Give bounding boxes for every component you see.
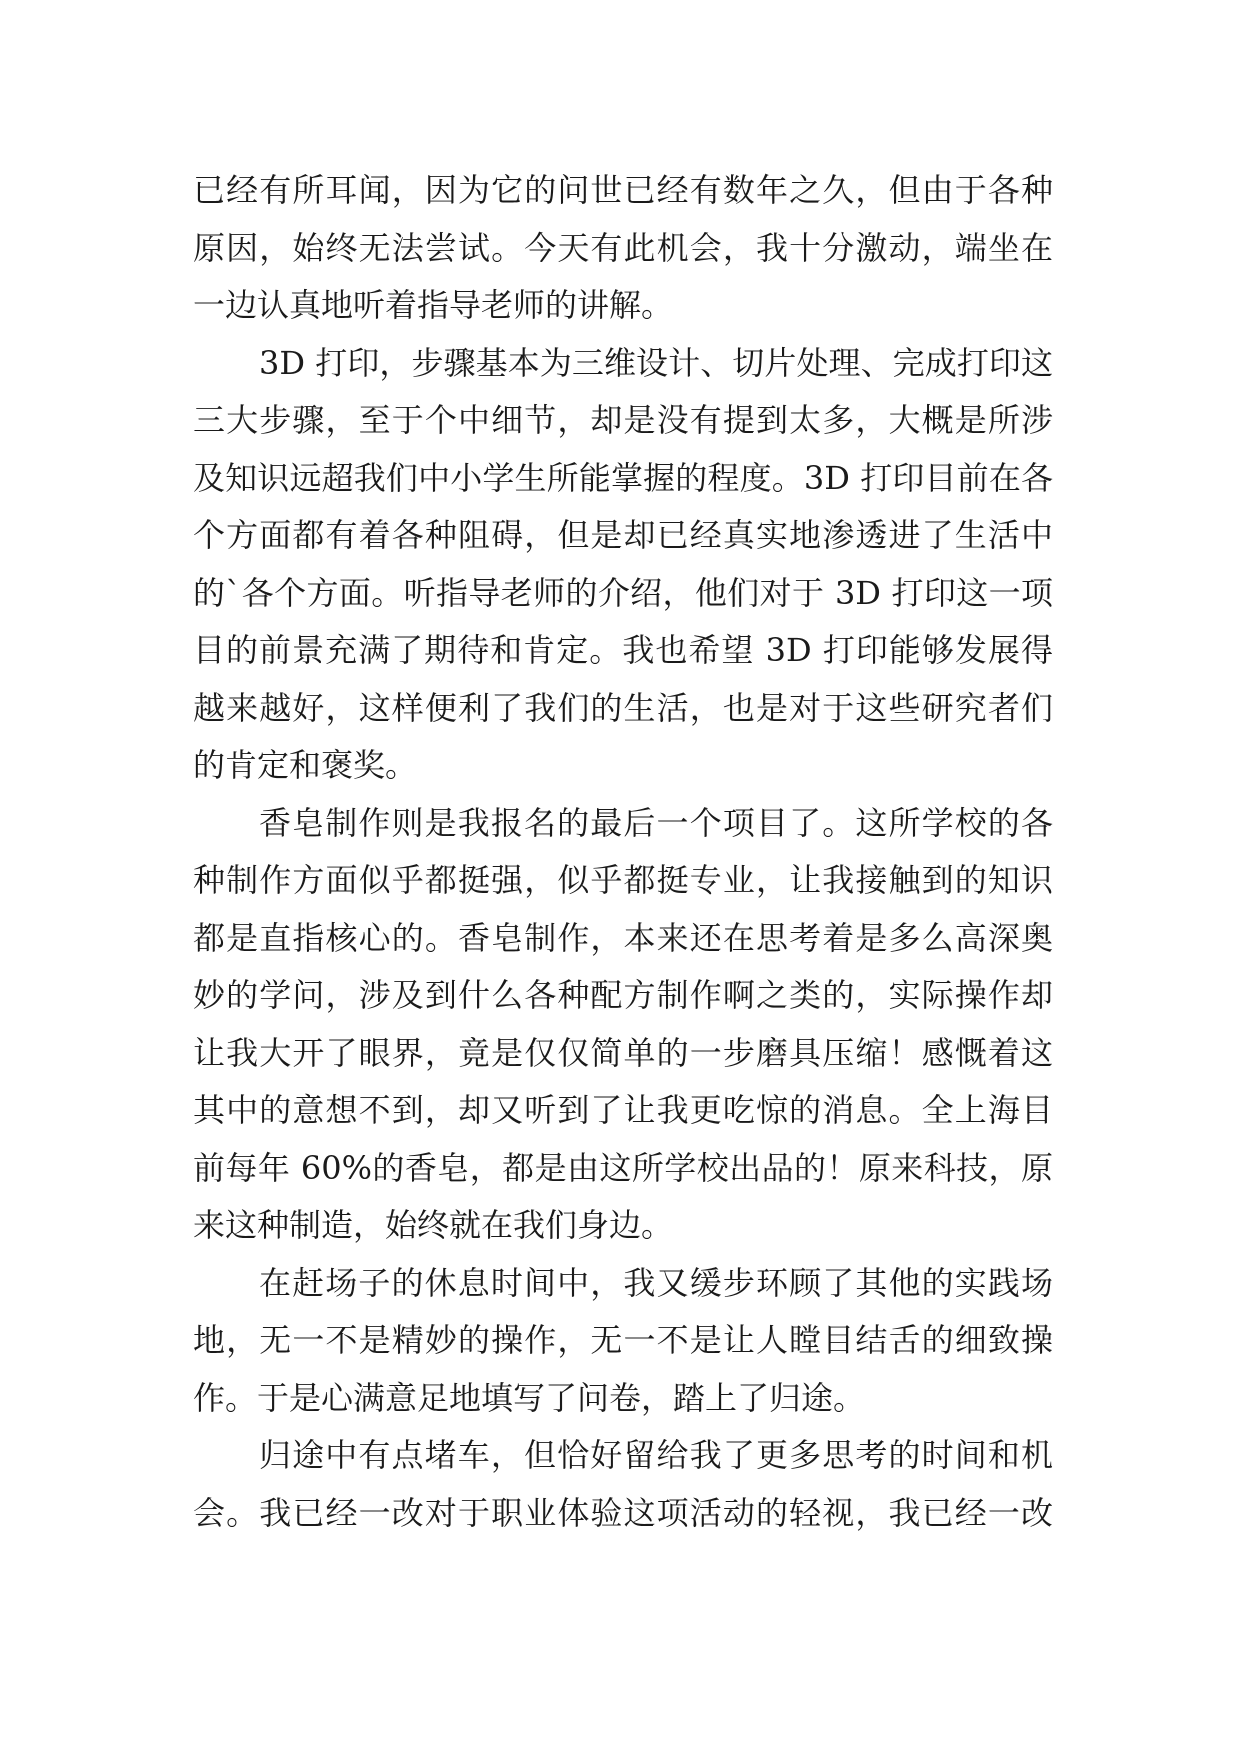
text-line: 都是直指核心的。香皂制作，本来还在思考着是多么高深奥 [193,918,1053,957]
text-line: 妙的学问，涉及到什么各种配方制作啊之类的，实际操作却 [193,976,1053,1014]
text-line: 一边认真地听着指导老师的讲解。 [193,286,674,324]
text-line: 地，无一不是精妙的操作，无一不是让人瞠目结舌的细致操 [193,1321,1053,1359]
text-line: 的肯定和褒奖。 [193,746,418,784]
text-line: 让我大开了眼界，竟是仅仅简单的一步磨具压缩！感慨着这 [193,1033,1053,1072]
paragraph-first-line: 在赶场子的休息时间中，我又缓步环顾了其他的实践场 [259,1263,1053,1302]
text-line: 前每年 60%的香皂，都是由这所学校出品的！原来科技，原 [193,1148,1053,1187]
text-line: 作。于是心满意足地填写了问卷，踏上了归途。 [193,1378,866,1417]
text-line: 的`各个方面。听指导老师的介绍，他们对于 3D 打印这一项 [193,573,1053,612]
text-line: 原因，始终无法尝试。今天有此机会，我十分激动，端坐在 [193,228,1053,267]
text-line: 越来越好，这样便利了我们的生活，也是对于这些研究者们 [193,688,1053,727]
text-line: 来这种制造，始终就在我们身边。 [193,1206,674,1244]
body-text [193,162,1053,1542]
text-line: 个方面都有着各种阻碍，但是却已经真实地渗透进了生活中 [193,516,1053,554]
text-line: 已经有所耳闻，因为它的问世已经有数年之久，但由于各种 [193,171,1053,209]
text-line: 其中的意想不到，却又听到了让我更吃惊的消息。全上海目 [193,1091,1053,1129]
text-line: 目的前景充满了期待和肯定。我也希望 3D 打印能够发展得 [193,631,1053,669]
text-line: 三大步骤，至于个中细节，却是没有提到太多，大概是所涉 [193,401,1053,439]
paragraph-first-line: 香皂制作则是我报名的最后一个项目了。这所学校的各 [259,803,1053,842]
paragraph-first-line: 归途中有点堵车，但恰好留给我了更多思考的时间和机 [259,1436,1053,1474]
text-line: 会。我已经一改对于职业体验这项活动的轻视，我已经一改 [193,1493,1053,1532]
paragraph-first-line: 3D 打印，步骤基本为三维设计、切片处理、完成打印这 [259,343,1053,382]
text-line: 及知识远超我们中小学生所能掌握的程度。3D 打印目前在各 [193,458,1053,497]
text-line: 种制作方面似乎都挺强，似乎都挺专业，让我接触到的知识 [193,861,1053,899]
